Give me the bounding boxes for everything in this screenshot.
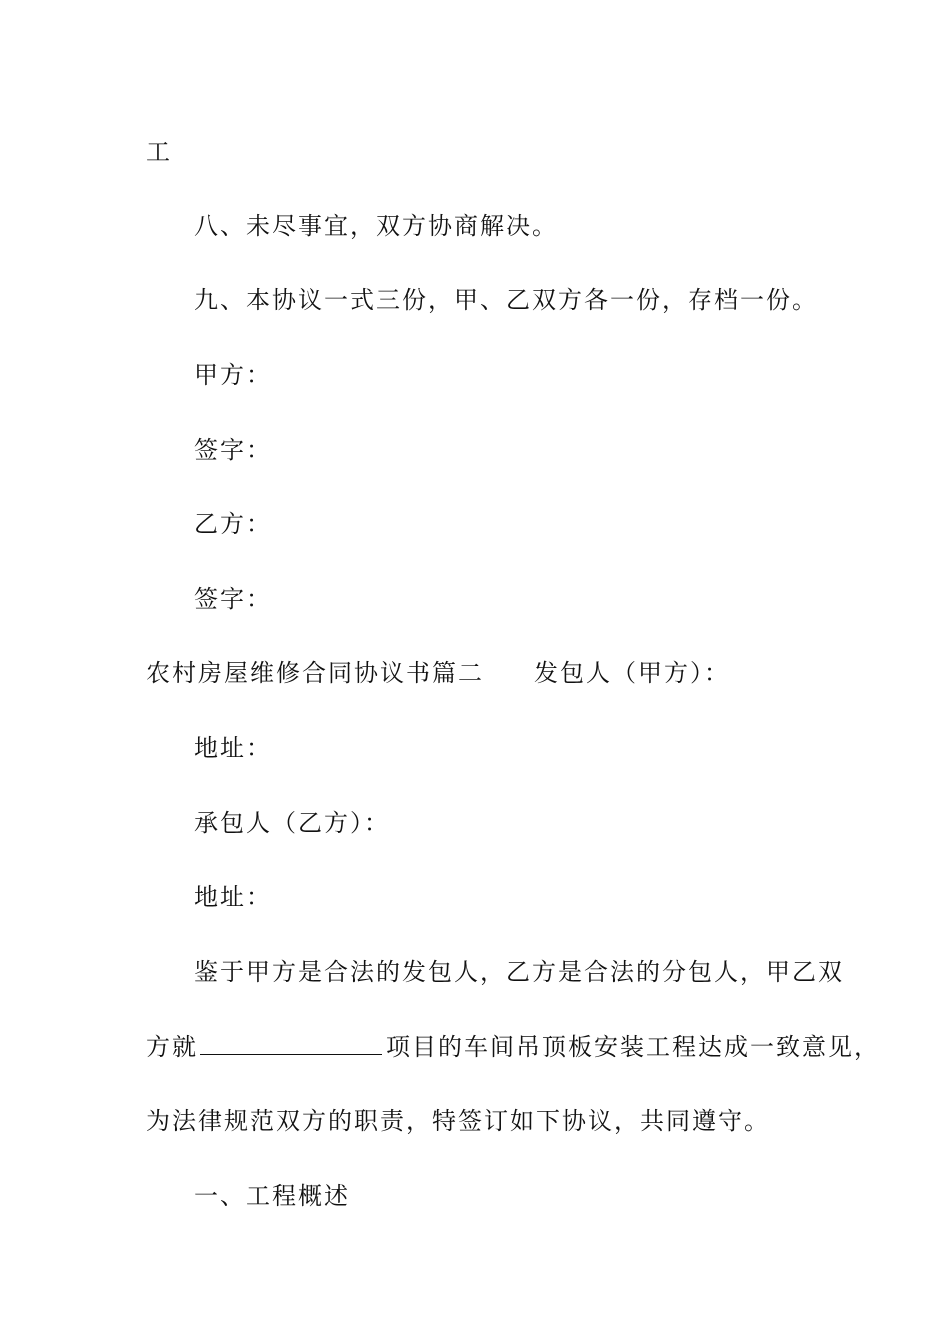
clause-8: 八、未尽事宜，双方协商解决。 [194,212,558,240]
preamble-prefix: 方就 [146,1033,198,1061]
section-one-heading: 一、工程概述 [194,1182,350,1210]
clause-9: 九、本协议一式三份，甲、乙双方各一份，存档一份。 [194,286,818,314]
project-name-blank [200,1032,382,1055]
party-b-label: 乙方： [194,510,272,538]
subcontractor-address-label: 地址： [194,883,272,911]
contractor-address-label: 地址： [194,734,272,762]
section-heading-line [146,658,730,688]
party-a-label: 甲方： [194,361,272,389]
contractor-label: 发包人（甲方）： [534,659,730,687]
text-line: 工 [146,138,172,166]
preamble-line-2 [146,1032,880,1062]
preamble-line-1: 鉴于甲方是合法的发包人，乙方是合法的分包人，甲乙双 [194,958,844,986]
party-b-signature-label: 签字： [194,585,272,613]
party-a-signature-label: 签字： [194,436,272,464]
preamble-suffix: 项目的车间吊顶板安装工程达成一致意见， [386,1033,880,1061]
section-title: 农村房屋维修合同协议书篇二 [146,659,484,687]
preamble-line-3: 为法律规范双方的职责，特签订如下协议，共同遵守。 [146,1107,770,1135]
subcontractor-label: 承包人（乙方）： [194,809,390,837]
